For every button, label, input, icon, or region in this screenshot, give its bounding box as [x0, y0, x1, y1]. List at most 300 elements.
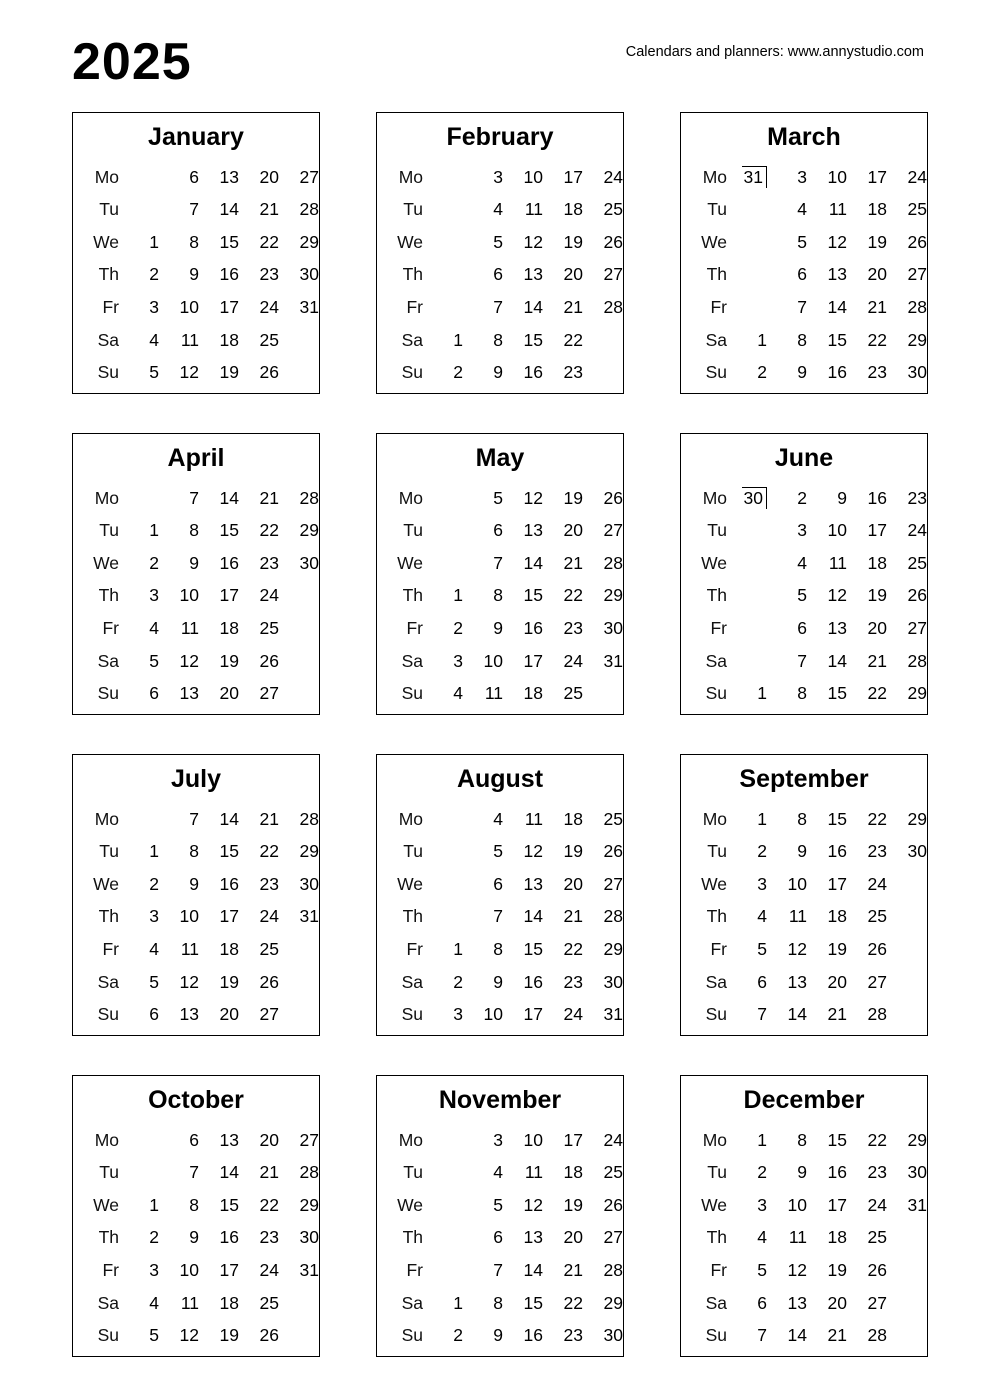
day-cell[interactable]: 19: [563, 231, 583, 252]
day-cell[interactable]: 26: [867, 938, 887, 959]
day-cell[interactable]: 3: [149, 296, 159, 317]
day-cell[interactable]: 20: [259, 166, 279, 187]
day-cell[interactable]: 14: [827, 650, 847, 671]
day-cell[interactable]: 27: [867, 971, 887, 992]
day-cell[interactable]: 7: [493, 296, 503, 317]
day-cell[interactable]: 7: [189, 199, 199, 220]
day-cell[interactable]: 1: [149, 1194, 159, 1215]
day-cell[interactable]: 6: [493, 1227, 503, 1248]
day-cell[interactable]: 21: [563, 552, 583, 573]
day-cell[interactable]: 6: [797, 617, 807, 638]
day-cell[interactable]: 3: [453, 650, 463, 671]
day-cell[interactable]: 21: [867, 296, 887, 317]
day-cell[interactable]: 29: [299, 841, 319, 862]
day-cell[interactable]: 27: [259, 1004, 279, 1025]
day-cell[interactable]: 6: [757, 971, 767, 992]
day-cell[interactable]: 30: [299, 264, 319, 285]
day-cell[interactable]: 13: [523, 520, 543, 541]
day-cell[interactable]: 4: [149, 617, 159, 638]
day-cell[interactable]: 27: [867, 1292, 887, 1313]
day-cell[interactable]: 1: [149, 231, 159, 252]
day-cell[interactable]: 15: [523, 1292, 543, 1313]
day-cell[interactable]: 7: [757, 1325, 767, 1346]
day-cell[interactable]: 5: [493, 1194, 503, 1215]
day-cell[interactable]: 21: [827, 1004, 847, 1025]
day-cell[interactable]: 19: [867, 585, 887, 606]
day-cell[interactable]: 10: [787, 873, 807, 894]
day-cell[interactable]: 28: [867, 1004, 887, 1025]
day-cell[interactable]: 29: [907, 329, 927, 350]
day-cell[interactable]: 13: [827, 617, 847, 638]
day-cell[interactable]: 17: [219, 906, 239, 927]
day-cell[interactable]: 7: [797, 296, 807, 317]
day-cell[interactable]: 19: [219, 650, 239, 671]
day-cell[interactable]: 21: [563, 296, 583, 317]
day-cell[interactable]: 22: [259, 520, 279, 541]
day-cell[interactable]: 29: [299, 1194, 319, 1215]
day-cell[interactable]: 20: [563, 520, 583, 541]
day-cell[interactable]: 6: [149, 683, 159, 704]
day-cell[interactable]: 15: [219, 520, 239, 541]
day-cell[interactable]: 5: [149, 1325, 159, 1346]
day-cell[interactable]: 22: [259, 841, 279, 862]
day-cell[interactable]: 15: [523, 938, 543, 959]
day-cell[interactable]: 26: [259, 650, 279, 671]
day-cell[interactable]: 16: [219, 552, 239, 573]
day-cell[interactable]: 10: [179, 296, 199, 317]
day-cell[interactable]: 23: [259, 1227, 279, 1248]
day-cell[interactable]: 21: [867, 650, 887, 671]
day-cell[interactable]: 2: [757, 362, 767, 383]
day-cell[interactable]: 12: [787, 1259, 807, 1280]
day-cell[interactable]: 23: [563, 362, 583, 383]
day-cell[interactable]: 1: [149, 520, 159, 541]
day-cell[interactable]: 12: [179, 1325, 199, 1346]
day-cell[interactable]: 21: [259, 808, 279, 829]
day-cell[interactable]: 24: [259, 1259, 279, 1280]
day-cell[interactable]: 10: [787, 1194, 807, 1215]
day-cell[interactable]: 4: [149, 938, 159, 959]
day-cell[interactable]: 15: [219, 1194, 239, 1215]
day-cell[interactable]: 15: [523, 585, 543, 606]
day-cell[interactable]: 24: [907, 166, 927, 187]
day-cell[interactable]: 23: [563, 617, 583, 638]
day-cell[interactable]: 3: [453, 1004, 463, 1025]
day-cell[interactable]: 19: [219, 362, 239, 383]
day-cell[interactable]: 2: [453, 617, 463, 638]
day-cell[interactable]: 11: [828, 199, 847, 220]
day-cell[interactable]: 26: [259, 362, 279, 383]
day-cell[interactable]: 20: [563, 873, 583, 894]
day-cell[interactable]: 22: [563, 938, 583, 959]
day-cell[interactable]: 12: [179, 971, 199, 992]
day-cell[interactable]: 29: [299, 520, 319, 541]
day-cell[interactable]: 15: [827, 683, 847, 704]
day-cell[interactable]: 7: [797, 650, 807, 671]
day-cell[interactable]: 11: [180, 938, 199, 959]
day-cell[interactable]: 8: [797, 808, 807, 829]
day-cell[interactable]: 3: [493, 166, 503, 187]
day-cell[interactable]: 27: [299, 1129, 319, 1150]
day-cell[interactable]: 27: [603, 264, 623, 285]
day-cell[interactable]: 11: [524, 1162, 543, 1183]
day-cell[interactable]: 24: [867, 1194, 887, 1215]
day-cell[interactable]: 26: [603, 1194, 623, 1215]
day-cell[interactable]: 25: [259, 938, 279, 959]
day-cell[interactable]: 17: [219, 1259, 239, 1280]
day-cell[interactable]: 22: [867, 1129, 887, 1150]
day-cell[interactable]: 24: [867, 873, 887, 894]
day-cell[interactable]: 1: [757, 683, 767, 704]
day-cell[interactable]: 13: [787, 1292, 807, 1313]
day-cell[interactable]: 12: [179, 650, 199, 671]
day-cell[interactable]: 14: [219, 487, 239, 508]
day-cell[interactable]: 26: [259, 971, 279, 992]
day-cell[interactable]: 16: [867, 487, 887, 508]
day-cell[interactable]: 13: [523, 264, 543, 285]
day-cell[interactable]: 9: [189, 1227, 199, 1248]
day-cell[interactable]: 15: [219, 231, 239, 252]
day-cell[interactable]: 22: [563, 1292, 583, 1313]
day-cell[interactable]: 26: [867, 1259, 887, 1280]
day-cell[interactable]: 15: [827, 329, 847, 350]
day-cell[interactable]: 22: [259, 1194, 279, 1215]
day-cell[interactable]: 15: [827, 1129, 847, 1150]
day-cell[interactable]: 2: [757, 841, 767, 862]
day-cell[interactable]: 8: [493, 329, 503, 350]
day-cell[interactable]: 26: [259, 1325, 279, 1346]
day-cell[interactable]: 16: [523, 617, 543, 638]
day-cell[interactable]: 22: [563, 585, 583, 606]
day-cell[interactable]: 9: [797, 1162, 807, 1183]
day-cell[interactable]: 8: [797, 329, 807, 350]
day-cell[interactable]: 22: [259, 231, 279, 252]
day-cell[interactable]: 21: [827, 1325, 847, 1346]
day-cell[interactable]: 20: [827, 1292, 847, 1313]
day-cell[interactable]: 9: [837, 487, 847, 508]
day-cell[interactable]: 18: [563, 199, 583, 220]
day-cell[interactable]: 21: [259, 1162, 279, 1183]
day-cell[interactable]: 15: [523, 329, 543, 350]
day-cell[interactable]: 18: [867, 199, 887, 220]
day-cell[interactable]: 18: [523, 683, 543, 704]
day-cell[interactable]: 14: [523, 1259, 543, 1280]
day-cell[interactable]: 21: [563, 1259, 583, 1280]
day-cell[interactable]: 5: [493, 487, 503, 508]
day-cell[interactable]: 17: [563, 1129, 583, 1150]
day-cell[interactable]: 25: [603, 1162, 623, 1183]
day-cell[interactable]: 13: [523, 1227, 543, 1248]
day-cell[interactable]: 9: [493, 362, 503, 383]
day-cell[interactable]: 4: [493, 199, 503, 220]
day-cell[interactable]: 6: [493, 264, 503, 285]
day-cell[interactable]: 30: [299, 1227, 319, 1248]
day-cell[interactable]: 28: [867, 1325, 887, 1346]
day-cell[interactable]: 14: [219, 1162, 239, 1183]
day-cell[interactable]: 25: [259, 617, 279, 638]
day-cell[interactable]: 14: [787, 1004, 807, 1025]
day-cell[interactable]: 7: [189, 1162, 199, 1183]
day-cell[interactable]: 23: [867, 841, 887, 862]
day-cell[interactable]: [727, 482, 767, 515]
day-cell[interactable]: 25: [907, 552, 927, 573]
day-cell[interactable]: 9: [797, 841, 807, 862]
day-cell[interactable]: 28: [299, 1162, 319, 1183]
day-cell[interactable]: 6: [149, 1004, 159, 1025]
day-cell[interactable]: 28: [907, 650, 927, 671]
day-cell[interactable]: 2: [149, 552, 159, 573]
day-cell[interactable]: 2: [453, 362, 463, 383]
day-cell[interactable]: 13: [179, 1004, 199, 1025]
day-cell[interactable]: 12: [179, 362, 199, 383]
day-cell[interactable]: 19: [827, 1259, 847, 1280]
day-cell[interactable]: 23: [867, 1162, 887, 1183]
day-cell[interactable]: 31: [907, 1194, 927, 1215]
day-cell[interactable]: 8: [189, 231, 199, 252]
day-cell[interactable]: 13: [787, 971, 807, 992]
day-cell[interactable]: 17: [827, 873, 847, 894]
day-cell[interactable]: 23: [907, 487, 927, 508]
day-cell[interactable]: 15: [219, 841, 239, 862]
day-cell[interactable]: 26: [603, 231, 623, 252]
day-cell[interactable]: 8: [493, 1292, 503, 1313]
day-cell[interactable]: 31: [603, 1004, 623, 1025]
day-cell[interactable]: 3: [493, 1129, 503, 1150]
day-cell[interactable]: 14: [523, 552, 543, 573]
day-cell[interactable]: 3: [149, 1259, 159, 1280]
day-cell[interactable]: 30: [603, 617, 623, 638]
day-cell[interactable]: 1: [453, 585, 463, 606]
day-cell[interactable]: 2: [149, 1227, 159, 1248]
day-cell[interactable]: 28: [299, 808, 319, 829]
day-cell[interactable]: 12: [523, 841, 543, 862]
day-cell[interactable]: 16: [827, 1162, 847, 1183]
day-cell[interactable]: 3: [797, 520, 807, 541]
day-cell[interactable]: 7: [493, 1259, 503, 1280]
day-cell[interactable]: 8: [189, 841, 199, 862]
day-cell[interactable]: 10: [523, 166, 543, 187]
day-cell[interactable]: 2: [149, 873, 159, 894]
day-cell[interactable]: 9: [493, 971, 503, 992]
day-cell[interactable]: 9: [493, 1325, 503, 1346]
day-cell[interactable]: 7: [757, 1004, 767, 1025]
day-cell[interactable]: 4: [493, 808, 503, 829]
day-cell[interactable]: 1: [757, 808, 767, 829]
day-cell[interactable]: 28: [603, 296, 623, 317]
day-cell[interactable]: 12: [787, 938, 807, 959]
day-cell[interactable]: 5: [493, 231, 503, 252]
day-cell[interactable]: 10: [179, 906, 199, 927]
day-cell[interactable]: 1: [149, 841, 159, 862]
day-cell[interactable]: 14: [219, 199, 239, 220]
day-cell[interactable]: 3: [149, 906, 159, 927]
day-cell[interactable]: 16: [219, 264, 239, 285]
day-cell[interactable]: 12: [827, 585, 847, 606]
day-cell[interactable]: 11: [180, 617, 199, 638]
day-cell[interactable]: 10: [179, 1259, 199, 1280]
day-cell[interactable]: 4: [453, 683, 463, 704]
day-cell[interactable]: 11: [180, 1292, 199, 1313]
day-cell[interactable]: 19: [827, 938, 847, 959]
day-cell[interactable]: 6: [493, 873, 503, 894]
day-cell[interactable]: 5: [149, 362, 159, 383]
day-cell[interactable]: 2: [149, 264, 159, 285]
day-cell[interactable]: 24: [907, 520, 927, 541]
day-cell[interactable]: 20: [827, 971, 847, 992]
day-cell[interactable]: 8: [189, 520, 199, 541]
day-cell[interactable]: 18: [219, 1292, 239, 1313]
day-cell[interactable]: 27: [907, 264, 927, 285]
day-cell[interactable]: 17: [523, 650, 543, 671]
day-cell[interactable]: 21: [259, 487, 279, 508]
day-cell[interactable]: 5: [797, 231, 807, 252]
day-cell[interactable]: 30: [299, 873, 319, 894]
day-cell[interactable]: 30: [907, 1162, 927, 1183]
day-cell[interactable]: 6: [757, 1292, 767, 1313]
day-cell[interactable]: 4: [757, 906, 767, 927]
day-cell[interactable]: 22: [867, 329, 887, 350]
day-cell[interactable]: 31: [299, 1259, 319, 1280]
day-cell[interactable]: 6: [797, 264, 807, 285]
day-cell[interactable]: 5: [149, 971, 159, 992]
day-cell[interactable]: 30: [907, 841, 927, 862]
day-cell[interactable]: 25: [603, 808, 623, 829]
day-cell[interactable]: 5: [757, 938, 767, 959]
day-cell[interactable]: 10: [179, 585, 199, 606]
day-cell[interactable]: 16: [523, 1325, 543, 1346]
day-cell[interactable]: 8: [493, 585, 503, 606]
day-cell[interactable]: 20: [867, 617, 887, 638]
day-cell[interactable]: 29: [603, 585, 623, 606]
day-cell[interactable]: 30: [299, 552, 319, 573]
day-cell[interactable]: 27: [603, 1227, 623, 1248]
day-cell[interactable]: 12: [523, 231, 543, 252]
day-cell[interactable]: 17: [523, 1004, 543, 1025]
day-cell[interactable]: 5: [797, 585, 807, 606]
day-cell[interactable]: 29: [299, 231, 319, 252]
day-cell[interactable]: 18: [219, 938, 239, 959]
day-cell[interactable]: 6: [493, 520, 503, 541]
day-cell[interactable]: 26: [603, 841, 623, 862]
day-cell[interactable]: 18: [827, 1227, 847, 1248]
day-cell[interactable]: 17: [563, 166, 583, 187]
day-cell[interactable]: 4: [797, 552, 807, 573]
day-cell[interactable]: 10: [523, 1129, 543, 1150]
day-cell[interactable]: 27: [907, 617, 927, 638]
day-cell[interactable]: 9: [189, 873, 199, 894]
day-cell[interactable]: 1: [453, 1292, 463, 1313]
day-cell[interactable]: 25: [259, 329, 279, 350]
day-cell[interactable]: 18: [563, 1162, 583, 1183]
day-cell[interactable]: 19: [563, 487, 583, 508]
day-cell[interactable]: 12: [523, 487, 543, 508]
day-cell[interactable]: 24: [259, 906, 279, 927]
day-cell[interactable]: 4: [797, 199, 807, 220]
day-cell[interactable]: 3: [797, 166, 807, 187]
day-cell[interactable]: 27: [299, 166, 319, 187]
day-cell[interactable]: 1: [757, 329, 767, 350]
day-cell[interactable]: 30: [603, 1325, 623, 1346]
day-cell[interactable]: 28: [603, 1259, 623, 1280]
day-cell[interactable]: 2: [453, 971, 463, 992]
day-cell[interactable]: 14: [219, 808, 239, 829]
day-cell[interactable]: 2: [797, 487, 807, 508]
day-cell[interactable]: 7: [189, 808, 199, 829]
day-cell[interactable]: 4: [493, 1162, 503, 1183]
day-cell[interactable]: 13: [827, 264, 847, 285]
day-cell[interactable]: 31: [299, 906, 319, 927]
day-cell[interactable]: 23: [867, 362, 887, 383]
day-cell[interactable]: 11: [524, 199, 543, 220]
day-cell[interactable]: 9: [493, 617, 503, 638]
day-cell[interactable]: 12: [827, 231, 847, 252]
day-cell[interactable]: 25: [603, 199, 623, 220]
day-cell[interactable]: 17: [219, 585, 239, 606]
day-cell[interactable]: 11: [788, 906, 807, 927]
day-cell[interactable]: 22: [867, 683, 887, 704]
day-cell[interactable]: 12: [523, 1194, 543, 1215]
day-cell[interactable]: 25: [867, 1227, 887, 1248]
day-cell[interactable]: 28: [299, 199, 319, 220]
day-cell[interactable]: 14: [827, 296, 847, 317]
day-cell[interactable]: 10: [827, 166, 847, 187]
day-cell[interactable]: 8: [797, 683, 807, 704]
day-cell[interactable]: 16: [219, 1227, 239, 1248]
day-cell[interactable]: 8: [797, 1129, 807, 1150]
day-cell[interactable]: 22: [563, 329, 583, 350]
day-cell[interactable]: 9: [189, 264, 199, 285]
day-cell[interactable]: 27: [259, 683, 279, 704]
day-cell[interactable]: 1: [453, 938, 463, 959]
day-cell[interactable]: 29: [907, 1129, 927, 1150]
day-cell[interactable]: 25: [907, 199, 927, 220]
day-cell[interactable]: 27: [603, 520, 623, 541]
day-cell[interactable]: 14: [523, 906, 543, 927]
day-cell[interactable]: 10: [827, 520, 847, 541]
day-cell[interactable]: 28: [907, 296, 927, 317]
day-cell[interactable]: 1: [757, 1129, 767, 1150]
day-cell[interactable]: 20: [867, 264, 887, 285]
day-cell[interactable]: 31: [299, 296, 319, 317]
day-cell[interactable]: 25: [563, 683, 583, 704]
day-cell[interactable]: 24: [259, 585, 279, 606]
day-cell[interactable]: 21: [259, 199, 279, 220]
day-cell[interactable]: 17: [867, 166, 887, 187]
day-cell[interactable]: 11: [828, 552, 847, 573]
day-cell[interactable]: 22: [867, 808, 887, 829]
day-cell[interactable]: 24: [603, 1129, 623, 1150]
day-cell[interactable]: 17: [827, 1194, 847, 1215]
day-cell[interactable]: 6: [189, 1129, 199, 1150]
day-cell[interactable]: 11: [524, 808, 543, 829]
day-cell[interactable]: 25: [259, 1292, 279, 1313]
day-cell[interactable]: 13: [219, 1129, 239, 1150]
day-cell[interactable]: 19: [867, 231, 887, 252]
day-cell[interactable]: 15: [827, 808, 847, 829]
day-cell[interactable]: 18: [219, 617, 239, 638]
day-cell[interactable]: 24: [603, 166, 623, 187]
day-cell[interactable]: 18: [867, 552, 887, 573]
day-cell[interactable]: 13: [179, 683, 199, 704]
day-cell[interactable]: 31: [603, 650, 623, 671]
day-cell[interactable]: 14: [523, 296, 543, 317]
day-cell[interactable]: 5: [757, 1259, 767, 1280]
day-cell[interactable]: 4: [149, 329, 159, 350]
day-cell[interactable]: 16: [827, 841, 847, 862]
day-cell[interactable]: 23: [259, 552, 279, 573]
day-cell[interactable]: 20: [219, 683, 239, 704]
day-cell[interactable]: 16: [219, 873, 239, 894]
